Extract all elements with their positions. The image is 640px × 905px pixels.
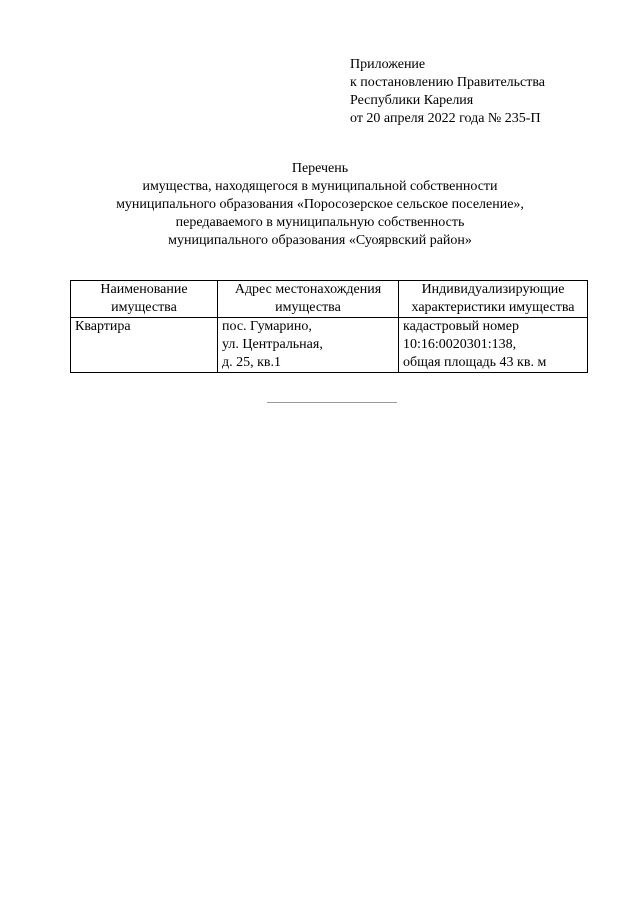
title-heading: Перечень	[291, 161, 349, 176]
header-characteristics	[399, 281, 588, 318]
header-address	[218, 281, 399, 318]
cell-characteristics	[399, 318, 588, 373]
title-line: имущества, находящегося в муниципальной собственности	[142, 179, 498, 194]
cell-address	[218, 318, 399, 373]
appendix-line: к постановлению Правительства	[350, 75, 546, 90]
appendix-line: от 20 апреля 2022 года № 235-П	[350, 111, 541, 126]
property-table	[70, 280, 588, 373]
header-line: характеристики имущества	[411, 300, 575, 315]
appendix-line: Республики Карелия	[350, 93, 474, 108]
title-line: муниципального образования «Поросозерское сельское поселение»,	[116, 197, 524, 212]
cell-name	[71, 318, 218, 373]
appendix-block	[350, 56, 545, 128]
cell-line: ул. Центральная,	[222, 337, 323, 352]
table-row	[71, 318, 588, 373]
header-line: имущества	[275, 300, 341, 315]
header-line: Наименование	[100, 282, 188, 297]
header-line: Индивидуализирующие	[421, 282, 565, 297]
appendix-line: Приложение	[350, 57, 426, 72]
title-line: муниципального образования «Суоярвский район»	[168, 233, 472, 248]
cell-line: кадастровый номер	[403, 319, 519, 334]
title-line: передаваемого в муниципальную собственность	[175, 215, 465, 230]
cell-line: Квартира	[75, 319, 131, 334]
header-name	[71, 281, 218, 318]
end-separator-line	[267, 402, 397, 403]
cell-line: 10:16:0020301:138,	[403, 337, 517, 352]
table-header-row	[71, 281, 588, 318]
cell-line: д. 25, кв.1	[222, 355, 282, 370]
header-line: Адрес местонахождения	[234, 282, 382, 297]
header-line: имущества	[111, 300, 177, 315]
cell-line: общая площадь 43 кв. м	[403, 355, 547, 370]
document-title	[0, 160, 640, 250]
cell-line: пос. Гумарино,	[222, 319, 312, 334]
